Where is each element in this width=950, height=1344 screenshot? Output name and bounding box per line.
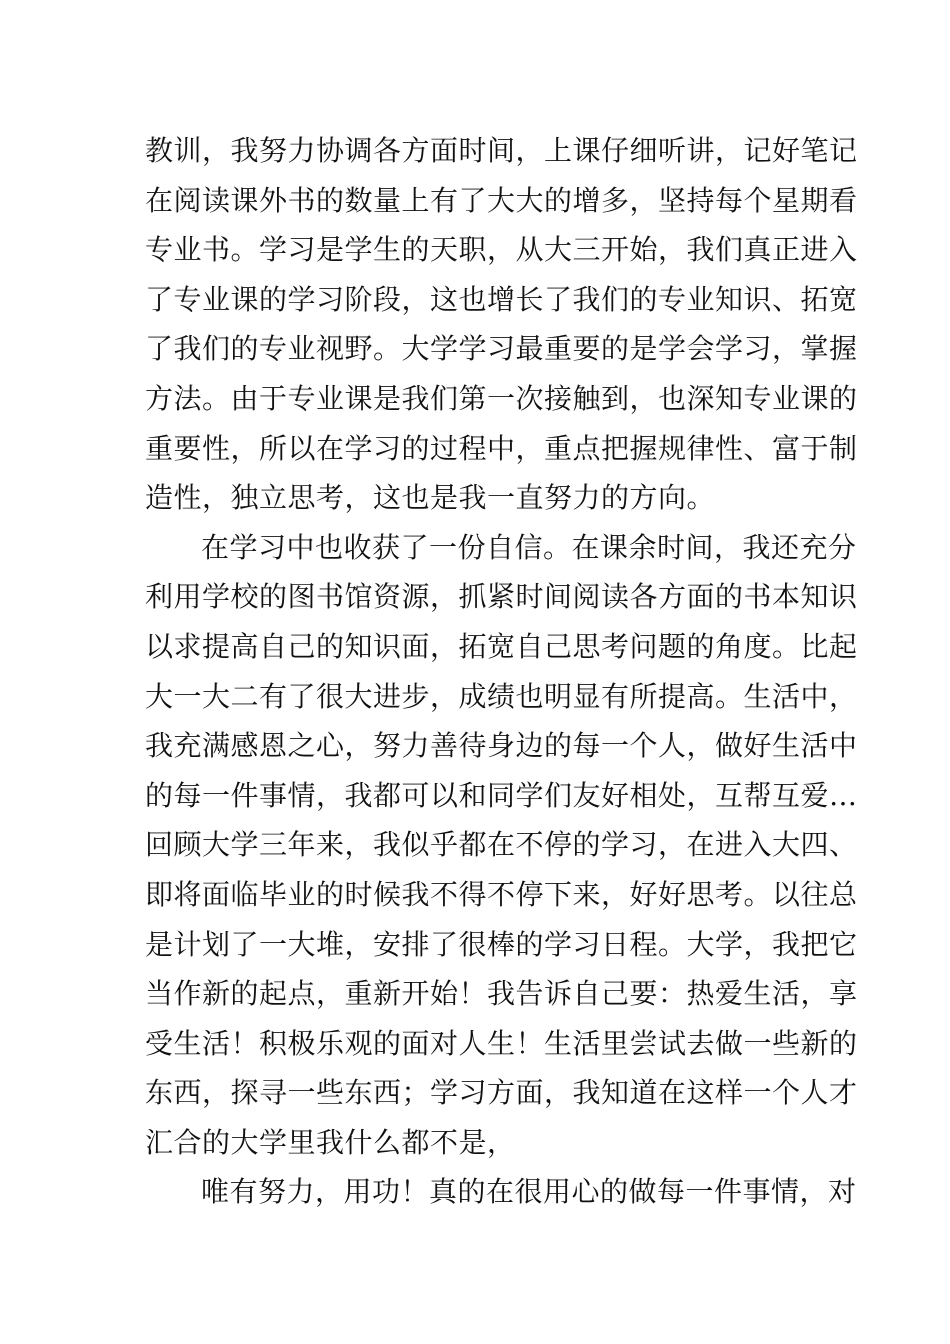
text-line: 即将面临毕业的时候我不得不停下来，好好思考。以往总 [145, 877, 858, 911]
paragraph-first-line: 在学习中也收获了一份自信。在课余时间，我还充分 [201, 530, 857, 564]
body-text [145, 126, 858, 1217]
text-line: 的每一件事情，我都可以和同学们友好相处，互帮互爱… [145, 778, 858, 812]
text-line: 东西，探寻一些东西；学习方面，我知道在这样一个人才 [145, 1076, 858, 1110]
text-line: 是计划了一大堆，安排了很棒的学习日程。大学，我把它 [145, 927, 858, 961]
text-line: 汇合的大学里我什么都不是， [145, 1125, 516, 1159]
text-line: 回顾大学三年来，我似乎都在不停的学习，在进入大四、 [145, 828, 858, 862]
text-line: 专业书。学习是学生的天职，从大三开始，我们真正进入 [145, 233, 858, 267]
text-line: 在阅读课外书的数量上有了大大的增多，坚持每个星期看 [145, 183, 858, 217]
paragraph-first-line: 唯有努力，用功！真的在很用心的做每一件事情，对 [201, 1175, 857, 1209]
text-line: 教训，我努力协调各方面时间，上课仔细听讲，记好笔记 [145, 134, 858, 167]
text-line: 受生活！积极乐观的面对人生！生活里尝试去做一些新的 [145, 1026, 858, 1060]
text-line: 了专业课的学习阶段，这也增长了我们的专业知识、拓宽 [145, 282, 858, 316]
text-line: 重要性，所以在学习的过程中，重点把握规律性、富于制 [145, 431, 858, 465]
text-line: 利用学校的图书馆资源，抓紧时间阅读各方面的书本知识 [145, 580, 858, 614]
text-line: 以求提高自己的知识面，拓宽自己思考问题的角度。比起 [145, 629, 858, 663]
text-line: 我充满感恩之心，努力善待身边的每一个人，做好生活中 [145, 729, 858, 763]
text-line: 当作新的起点，重新开始！我告诉自己要：热爱生活，享 [145, 977, 858, 1011]
text-line: 造性，独立思考，这也是我一直努力的方向。 [145, 481, 716, 515]
text-line: 了我们的专业视野。大学学习最重要的是学会学习，掌握 [145, 332, 858, 366]
text-line: 大一大二有了很大进步，成绩也明显有所提高。生活中， [145, 679, 858, 713]
text-line: 方法。由于专业课是我们第一次接触到，也深知专业课的 [145, 381, 858, 415]
